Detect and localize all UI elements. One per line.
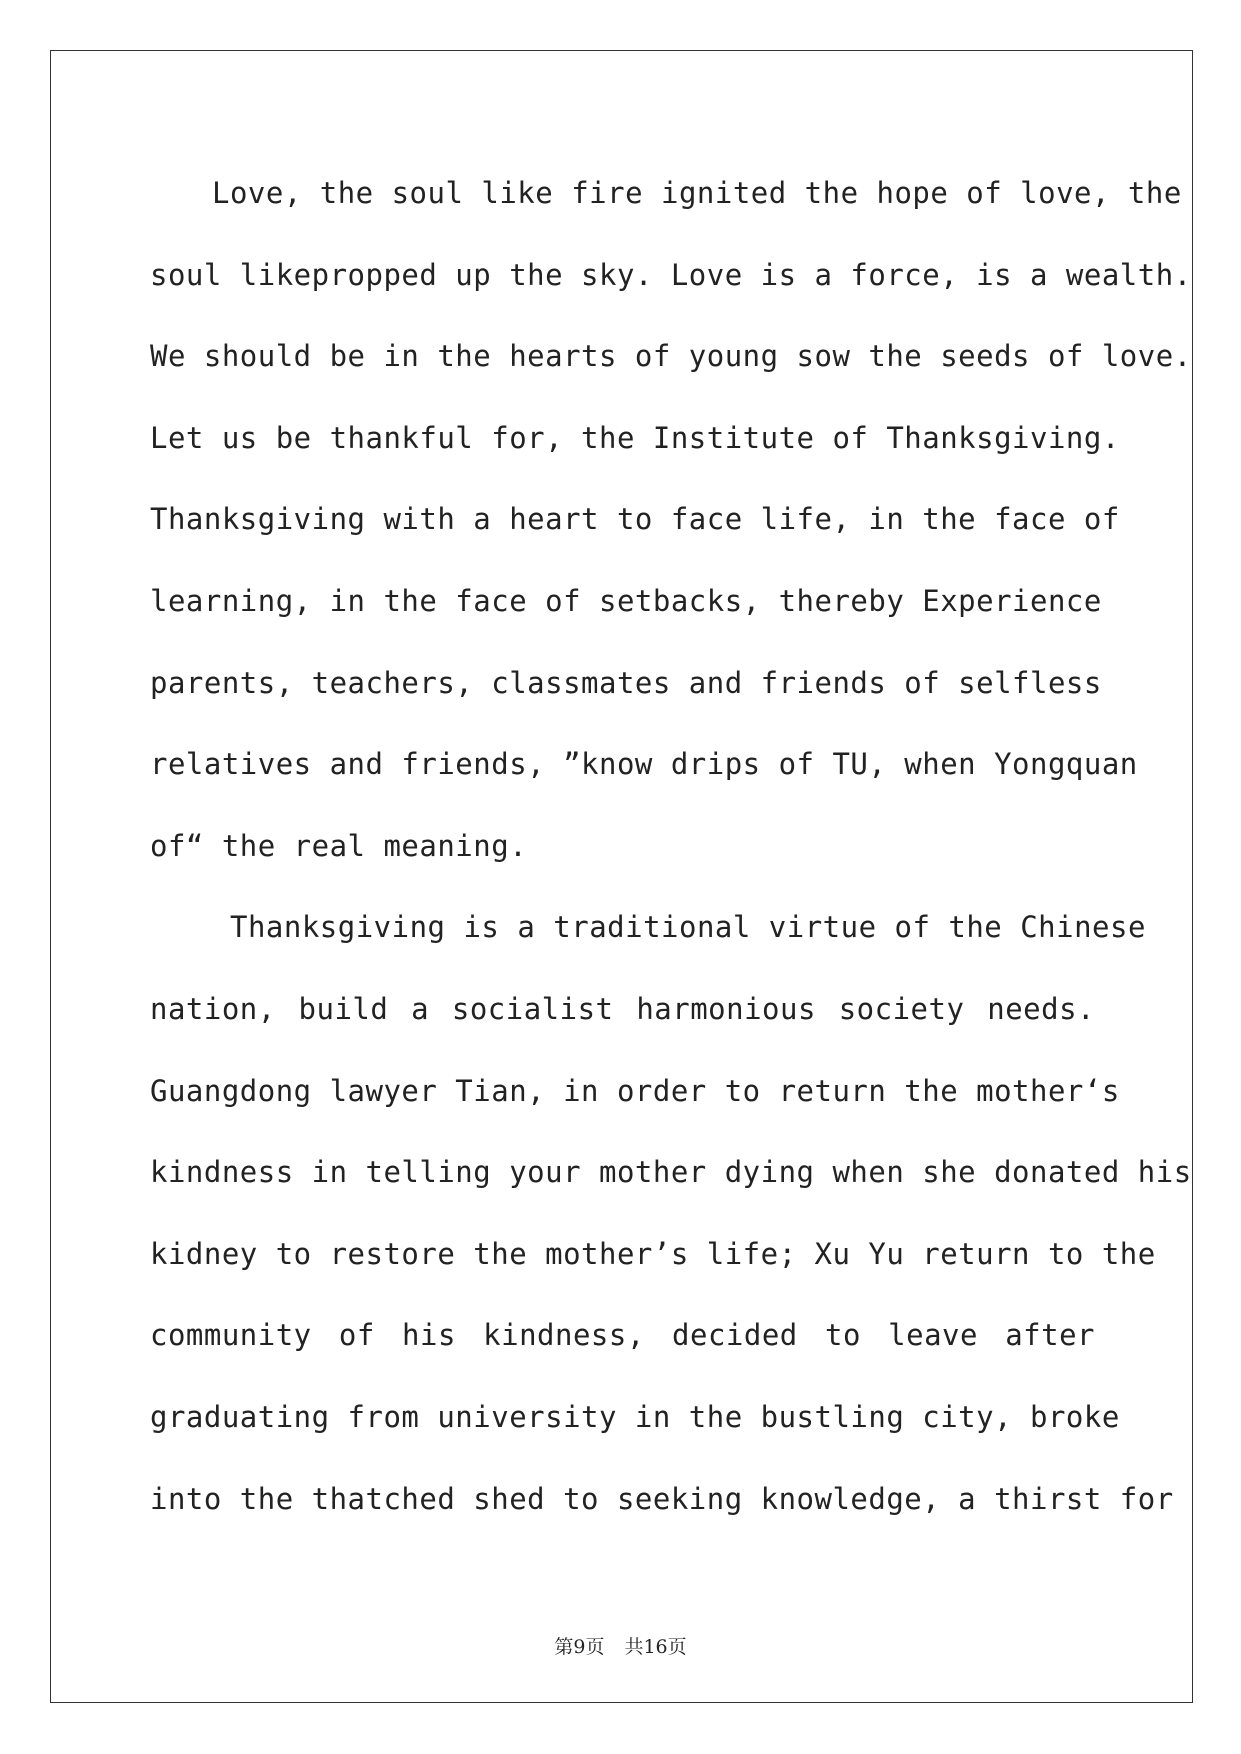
paragraph-2-line-3: Guangdong lawyer Tian, in order to return the mother‘s (150, 1073, 1120, 1108)
paragraph-1-line-4: Let us be thankful for, the Institute of Thanksgiving. (150, 420, 1120, 455)
paragraph-1-line-6: learning, in the face of setbacks, thereby Experience (150, 583, 1102, 618)
paragraph-2-line-1: Thanksgiving is a traditional virtue of the Chinese (230, 910, 1146, 945)
paragraph-1-line-1: Love, the soul like fire ignited the hope of love, the (212, 176, 1182, 210)
paragraph-2-line-7: graduating from university in the bustling city, broke (150, 1399, 1120, 1434)
paragraph-1-line-8: relatives and friends, ”know drips of TU, when Yongquan (150, 747, 1138, 782)
paragraph-1-line-3: We should be in the hearts of young sow the seeds of love. (150, 339, 1192, 374)
paragraph-2-line-5: kidney to restore the mother’s life; Xu Yu return to the (150, 1236, 1156, 1271)
page-footer (0, 1632, 1241, 1659)
paragraph-1-line-9: of“ the real meaning. (150, 828, 528, 863)
page-number: 第9页 (554, 1636, 605, 1658)
page-total: 共16页 (624, 1636, 687, 1658)
paragraph-1-line-7: parents, teachers, classmates and friends of selfless (150, 665, 1102, 700)
paragraph-1-line-2: soul likepropped up the sky. Love is a force, is a wealth. (150, 257, 1192, 292)
paragraph-2-line-8: into the thatched shed to seeking knowledge, a thirst for (150, 1481, 1174, 1516)
paragraph-2-line-6: community of his kindness, decided to leave after (150, 1318, 1095, 1353)
paragraph-1-line-5: Thanksgiving with a heart to face life, in the face of (150, 502, 1120, 537)
paragraph-2-line-2: nation, build a socialist harmonious society needs. (150, 991, 1095, 1026)
document-body (150, 153, 1192, 1540)
paragraph-2-line-4: kindness in telling your mother dying when she donated his (150, 1155, 1192, 1190)
